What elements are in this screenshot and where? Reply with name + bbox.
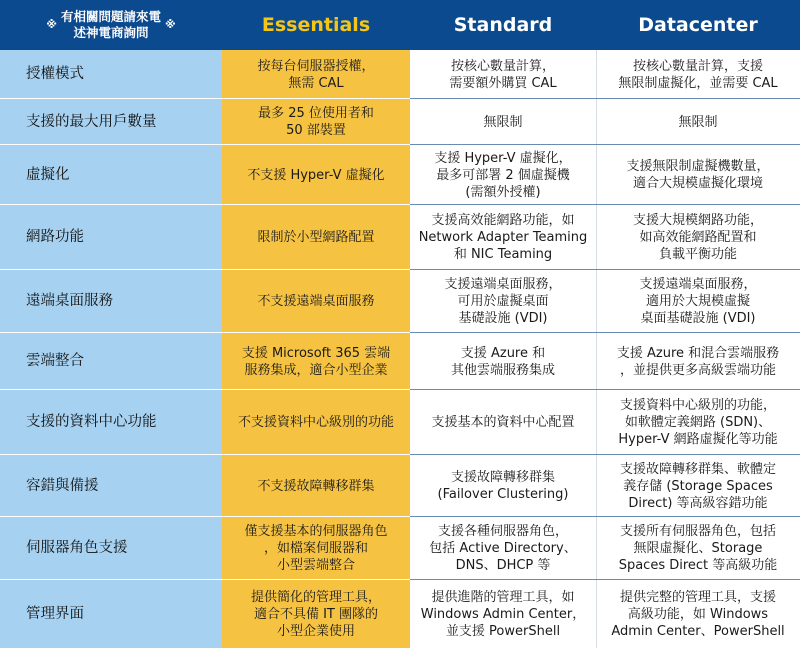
datacenter-cell: 按核心數量計算，支援 無限制虛擬化，並需要 CAL xyxy=(618,58,778,91)
standard-cell: 支援 Azure 和 其他雲端服務集成 xyxy=(450,345,555,378)
datacenter-cell: 支援遠端桌面服務， 適用於大規模虛擬 桌面基礎設施 (VDI) xyxy=(639,277,757,326)
datacenter-cell: 支援大規模網路功能， 如高效能網路配置和 負載平衡功能 xyxy=(632,213,763,262)
essentials-cell: 最多 25 位使用者和 50 部裝置 xyxy=(258,106,374,138)
table-row xyxy=(0,333,800,390)
standard-cell: 按核心數量計算， 需要額外購買 CAL xyxy=(449,58,557,91)
essentials-cell: 限制於小型網路配置 xyxy=(257,230,375,245)
datacenter-cell: 無限制 xyxy=(678,114,718,130)
feature-cell: 網路功能 xyxy=(26,229,84,245)
feature-cell: 雲端整合 xyxy=(26,353,84,369)
standard-cell: 支援基本的資料中心配置 xyxy=(431,415,575,430)
feature-cell: 管理界面 xyxy=(26,605,84,622)
contact-note xyxy=(0,0,222,50)
datacenter-cell: 支援資料中心級別的功能， 如軟體定義網路 (SDN)、 Hyper-V 網路虛擬化等功能 xyxy=(618,398,778,447)
feature-cell: 伺服器角色支援 xyxy=(26,540,128,556)
table-row xyxy=(0,145,800,205)
table-row xyxy=(0,205,800,270)
standard-cell: 提供進階的管理工具，如 Windows Admin Center， 並支援 PowerShell xyxy=(420,589,586,639)
note-line-2: 述神電商詢問 xyxy=(73,25,149,40)
essentials-cell: 按每台伺服器授權， 無需 CAL xyxy=(257,58,375,91)
datacenter-cell: 提供完整的管理工具，支援 高級功能，如 Windows Admin Center、PowerShell xyxy=(611,589,785,639)
feature-cell: 虛擬化 xyxy=(26,166,70,183)
standard-cell: 支援遠端桌面服務， 可用於虛擬桌面 基礎設施 (VDI) xyxy=(444,277,562,326)
datacenter-cell: 支援 Azure 和混合雲端服務 ，並提供更多高級雲端功能 xyxy=(616,345,780,378)
datacenter-cell: 支援無限制虛擬機數量， 適合大規模虛擬化環境 xyxy=(626,159,770,191)
standard-cell: 支援各種伺服器角色， 包括 Active Directory、 DNS、DHCP 等 xyxy=(429,524,577,573)
table-row xyxy=(0,270,800,333)
standard-cell: 無限制 xyxy=(483,114,523,130)
essentials-cell: 不支援 Hyper-V 虛擬化 xyxy=(247,167,385,183)
table-row xyxy=(0,455,800,517)
header-essentials: Essentials xyxy=(261,14,371,36)
standard-cell: 支援故障轉移群集 (Failover Clustering) xyxy=(437,470,569,502)
table-row xyxy=(0,580,800,648)
table-row xyxy=(0,517,800,580)
datacenter-cell: 支援所有伺服器角色，包括 無限虛擬化、Storage Spaces Direct 等高級功能 xyxy=(618,524,778,573)
table-row xyxy=(0,50,800,99)
essentials-cell: 不支援遠端桌面服務 xyxy=(257,294,375,309)
standard-cell: 支援 Hyper-V 虛擬化， 最多可部署 2 個虛擬機 (需額外授權) xyxy=(434,150,572,200)
feature-cell: 容錯與備援 xyxy=(26,477,99,494)
feature-cell: 授權模式 xyxy=(26,66,84,82)
standard-cell: 支援高效能網路功能，如 Network Adapter Teaming 和 NIC Teaming xyxy=(418,213,588,262)
essentials-cell: 不支援資料中心級別的功能 xyxy=(237,415,394,430)
datacenter-cell: 支援故障轉移群集、軟體定 義存儲 (Storage Spaces Direct) 等高級容錯功能 xyxy=(619,461,776,511)
header-standard: Standard xyxy=(453,14,553,36)
essentials-cell: 僅支援基本的伺服器角色 ，如檔案伺服器和 小型雲端整合 xyxy=(244,524,388,573)
feature-cell: 遠端桌面服務 xyxy=(26,293,113,309)
header-datacenter: Datacenter xyxy=(638,14,758,36)
feature-cell: 支援的最大用戶數量 xyxy=(26,113,157,130)
note-star-right: ※ xyxy=(165,18,176,31)
essentials-cell: 提供簡化的管理工具， 適合不具備 IT 團隊的 小型企業使用 xyxy=(250,589,381,639)
table-row xyxy=(0,99,800,145)
note-star-left: ※ xyxy=(46,18,57,31)
essentials-cell: 不支援故障轉移群集 xyxy=(257,478,375,494)
table-row xyxy=(0,390,800,455)
feature-cell: 支援的資料中心功能 xyxy=(26,414,157,430)
essentials-cell: 支援 Microsoft 365 雲端 服務集成，適合小型企業 xyxy=(241,345,391,378)
note-line-1: 有相關問題請來電 xyxy=(60,9,161,24)
